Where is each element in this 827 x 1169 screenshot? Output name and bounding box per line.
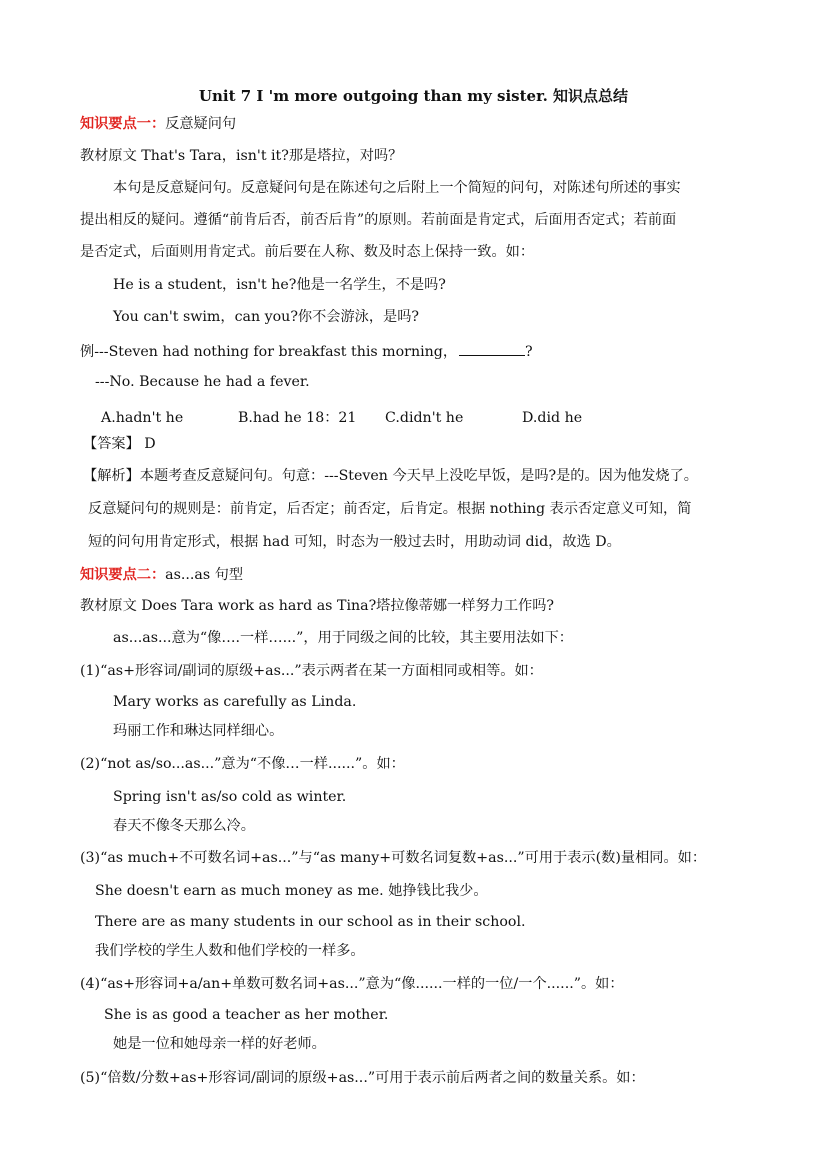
question-mark: ?: [525, 344, 533, 360]
exercise-reply: ---No. Because he had a fever.: [95, 374, 310, 390]
option-b: B.had he 18：21: [238, 410, 357, 426]
option-c: C.didn't he: [385, 410, 464, 426]
source-text: 教材原文 Does Tara work as hard as Tina?塔拉像蒂娜一样努力工作吗?: [80, 598, 555, 614]
example-sentence: She is as good a teacher as her mother.: [104, 1007, 389, 1023]
example-sentence: Mary works as carefully as Linda.: [113, 694, 357, 710]
source-text: 教材原文 That's Tara，isn't it?那是塔拉，对吗？: [80, 148, 403, 164]
section-1-label: 知识要点一：: [80, 116, 166, 132]
example-sentence: He is a student，isn't he?他是一名学生，不是吗?: [113, 277, 446, 293]
example-sentence: Spring isn't as/so cold as winter.: [113, 789, 347, 805]
section-2-title: as...as 句型: [165, 567, 244, 583]
page-title: Unit 7 I 'm more outgoing than my sister. 知识点总结: [198, 87, 629, 105]
answer-line: 【答案】 D: [83, 436, 156, 452]
rule-line: (3)“as much+不可数名词+as...”与“as many+可数名词复数+as...”可用于表示(数)量相同。如：: [80, 850, 707, 866]
analysis-line: 反意疑问句的规则是：前肯定，后否定；前否定，后肯定。根据 nothing 表示否定意义可知，简: [88, 501, 692, 517]
answer-blank: [459, 341, 525, 356]
section-2-label: 知识要点二：: [80, 567, 166, 583]
example-translation: 玛丽工作和琳达同样细心。: [113, 723, 284, 739]
analysis-line: 短的问句用肯定形式，根据 had 可知，时态为一般过去时，用助动词 did，故选 D。: [88, 534, 621, 550]
example-sentence: She doesn't earn as much money as me. 她挣钱比我少。: [95, 883, 488, 899]
analysis-line: 【解析】本题考查反意疑问句。句意：---Steven 今天早上没吃早饭，是吗?是的。因为他发烧了。: [83, 468, 698, 484]
rule-line: (4)“as+形容词+a/an+单数可数名词+as...”意为“像......一样的一位/一个......”。如：: [80, 976, 624, 992]
exercise-question: [80, 341, 533, 362]
explanation-line: 本句是反意疑问句。反意疑问句是在陈述句之后附上一个简短的问句，对陈述句所述的事实: [113, 180, 681, 196]
option-d: D.did he: [522, 410, 583, 426]
explanation-line: 是否定式，后面则用肯定式。前后要在人称、数及时态上保持一致。如：: [80, 244, 535, 260]
rule-line: (2)“not as/so...as...”意为“不像…一样......”。如：: [80, 756, 405, 772]
section-1-heading: [80, 114, 236, 134]
section-1-title: 反意疑问句: [165, 116, 237, 132]
rule-line: (5)“倍数/分数+as+形容词/副词的原级+as...”可用于表示前后两者之间的数量关系。如：: [80, 1070, 645, 1086]
section-2-heading: [80, 565, 243, 585]
example-sentence: There are as many students in our school as in their school.: [95, 914, 526, 930]
explanation-line: 提出相反的疑问。遵循“前肯后否，前否后肯”的原则。若前面是肯定式，后面用否定式；若前面: [80, 212, 677, 228]
example-translation: 春天不像冬天那么冷。: [113, 818, 255, 834]
intro-line: as...as...意为“像….一样…...”，用于同级之间的比较，其主要用法如下：: [113, 630, 573, 646]
rule-line: (1)“as+形容词/副词的原级+as...”表示两者在某一方面相同或相等。如：: [80, 663, 543, 679]
option-a: A.hadn't he: [101, 410, 184, 426]
question-text: 例---Steven had nothing for breakfast this morning，: [80, 344, 458, 360]
example-translation: 她是一位和她母亲一样的好老师。: [113, 1036, 326, 1052]
example-sentence: You can't swim，can you?你不会游泳，是吗?: [113, 309, 420, 325]
example-translation: 我们学校的学生人数和他们学校的一样多。: [95, 943, 365, 959]
